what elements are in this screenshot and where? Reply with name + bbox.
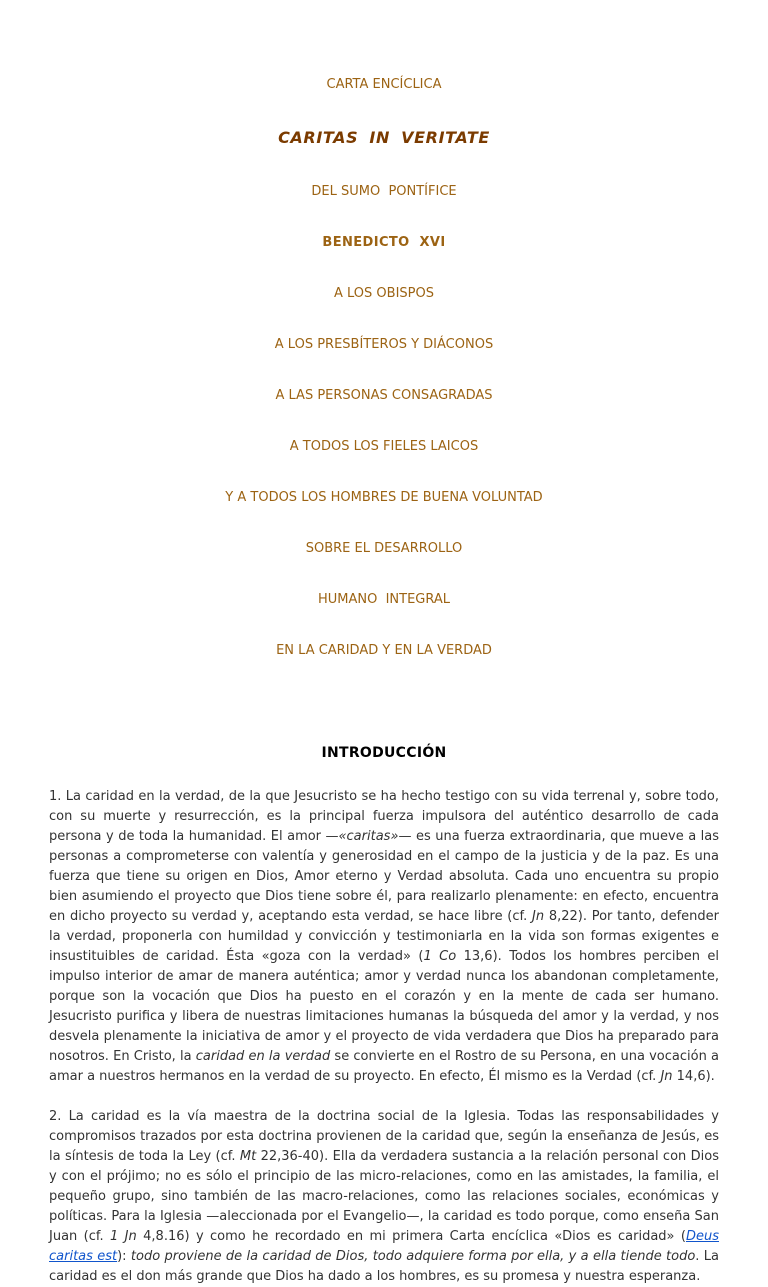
italic-text-segment: Jn (532, 909, 545, 924)
header-a-las-personas-consagradas: A LAS PERSONAS CONSAGRADAS (275, 388, 493, 403)
italic-text-segment: 1 Jn (110, 1229, 137, 1244)
text-segment: 22,36-40). Ella da verdadera sustancia a la relación personal con Dios y con el prójimo; no es sólo el principio de las micro-relaciones, como en las amistades, la familia, el pequeño grupo, sino también de las macro-relaciones, como las relaciones sociales, económicas y políticas. Para la Iglesia —aleccionada por el Evangelio—, la caridad es todo porque, como enseña San Juan (cf. (49, 1149, 720, 1244)
italic-text-segment: caridad en la verdad (195, 1049, 331, 1064)
header-a-todos-los-fieles: A TODOS LOS FIELES LAICOS (289, 439, 479, 454)
header-hombres-de-buena-voluntad: Y A TODOS LOS HOMBRES DE BUENA VOLUNTAD (225, 490, 543, 505)
encyclical-header (49, 42, 719, 693)
section-title-introduccion: INTRODUCCIÓN (321, 745, 447, 761)
header-sobre-el-desarrollo: SOBRE EL DESARROLLO (305, 541, 463, 556)
paragraph-1 (49, 787, 719, 1087)
header-benedicto-xvi: BENEDICTO XVI (322, 235, 446, 250)
italic-text-segment: todo proviene de la caridad de Dios, todo adquiere forma por ella, y a ella tiende todo (130, 1249, 696, 1264)
paragraph-2 (49, 1107, 719, 1287)
text-segment: se convierte en el Rostro de su Persona, en una vocación a amar a nuestros hermanos en la verdad de su proyecto. En efecto, Él mismo es la Verdad (cf. (49, 1049, 719, 1084)
text-segment: ): (117, 1249, 131, 1264)
text-segment: 4,8.16) y como he recordado en mi primera Carta encíclica «Dios es caridad» ( (136, 1229, 686, 1244)
text-segment: 1. La caridad en la verdad, de la que Jesucristo se ha hecho testigo con su vida terrenal y, sobre todo, con su muerte y resurrección, es la principal fuerza impulsora del auténtico desarrollo de cada persona y de toda la humanidad. El amor — (49, 789, 719, 844)
header-en-la-caridad-y-en-la-verdad: EN LA CARIDAD Y EN LA VERDAD (276, 643, 492, 658)
italic-text-segment: 1 Co (423, 949, 457, 964)
header-del-sumo-pontifice: DEL SUMO PONTÍFICE (311, 184, 457, 199)
encyclical-title: CARITAS IN VERITATE (278, 128, 490, 147)
text-segment: 2. La caridad es la vía maestra de la doctrina social de la Iglesia. Todas las responsabilidades y compromisos trazados por esta doctrina provienen de la caridad que, según la enseñanza de Jesús, es la síntesis de toda la Ley (cf. (49, 1109, 719, 1164)
header-a-los-presbiteros: A LOS PRESBÍTEROS Y DIÁCONOS (274, 337, 494, 352)
header-carta-enciclica: CARTA ENCÍCLICA (326, 77, 442, 92)
italic-text-segment: Jn (660, 1069, 673, 1084)
text-segment: 13,6). Todos los hombres perciben el impulso interior de amar de manera auténtica; amor y verdad nunca los abandonan completamente, porque son la vocación que Dios ha puesto en el corazón y en la mente de cada ser humano. Jesucristo purifica y libera de nuestras limitaciones humanas la búsqueda del amor y la verdad, y nos desvela plenamente la iniciativa de amor y el proyecto de vida verdadera que Dios ha preparado para nosotros. En Cristo, la (49, 949, 719, 1064)
header-a-los-obispos: A LOS OBISPOS (334, 286, 434, 301)
document-body (49, 787, 719, 1287)
header-humano-integral: HUMANO INTEGRAL (317, 592, 451, 607)
italic-text-segment: «caritas» (338, 829, 399, 844)
deus-caritas-est-link[interactable]: Deus caritas est (49, 1229, 719, 1264)
text-segment: — es una fuerza extraordinaria, que mueve a las personas a comprometerse con valentía y generosidad en el campo de la justicia y de la paz. Es una fuerza que tiene su origen en Dios, Amor eterno y Verdad absoluta. Cada uno encuentra su propio bien asumiendo el proyecto que Dios tiene sobre él, para realizarlo plenamente: en efecto, encuentra en dicho proyecto su verdad y, aceptando esta verdad, se hace libre (cf. (49, 829, 719, 924)
italic-text-segment: Mt (239, 1149, 257, 1164)
text-segment: . La caridad es el don más grande que Dios ha dado a los hombres, es su promesa y nuestra esperanza. (49, 1249, 719, 1284)
text-segment: 14,6). (672, 1069, 715, 1084)
text-segment: 8,22). Por tanto, defender la verdad, proponerla con humildad y convicción y testimoniarla en la vida son formas exigentes e insustituibles de caridad. Ésta «goza con la verdad» ( (49, 909, 719, 964)
